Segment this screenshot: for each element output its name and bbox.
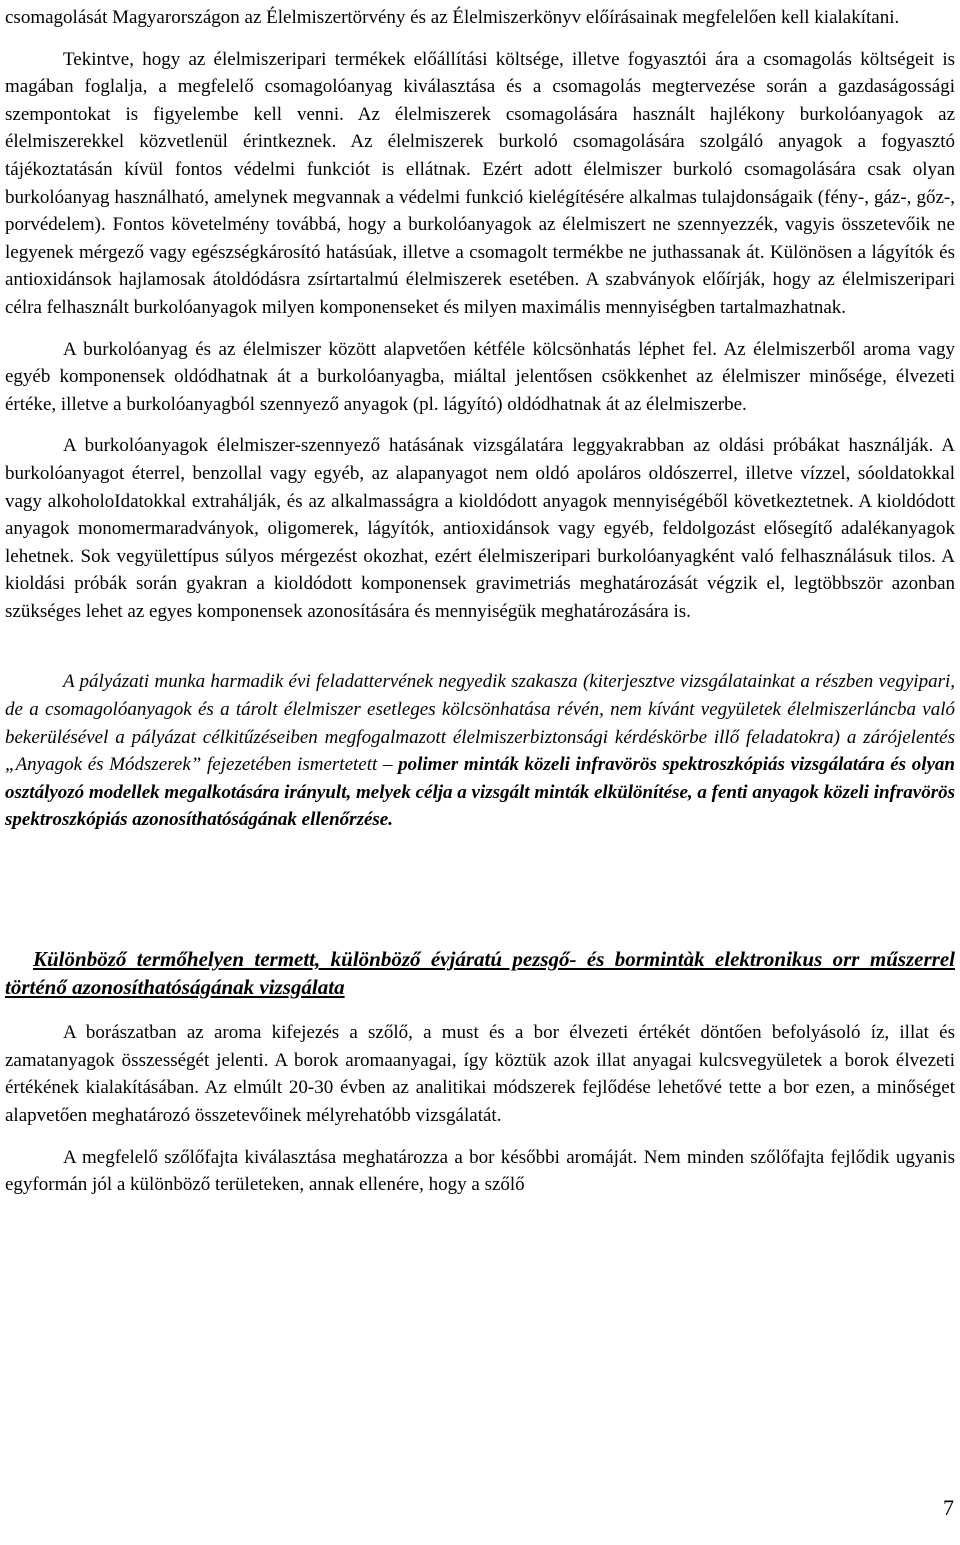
paragraph-interaction: A burkolóanyag és az élelmiszer között alapvetően kétféle kölcsönhatás léphet fel. Az élelmiszerből aroma vagy egyéb komponensek oldódhatnak át a burkolóanyagba, miáltal jelentősen csökkenhet az élelmiszer minősége, élvezeti értéke, illetve a burkolóanyagból szennyező anyagok (pl. lágyító) oldódhatnak át az élelmiszerbe. — [5, 338, 955, 415]
paragraph-packaging-regulation: csomagolását Magyarországon az Élelmiszertörvény és az Élelmiszerkönyv előírásainak megfelelően kell kialakítani. — [5, 7, 900, 28]
paragraph-wine-aroma: A borászatban az aroma kifejezés a szőlő, a must és a bor élvezeti értékét döntően befolyásoló íz, illat és zamatanyagok összességét jelenti. A borok aromaanyagai, így köztük azok illat anyagai kulcsvegyületek a borok élvezeti értékének kialakításában. Az elmúlt 20-30 évben az analitikai módszerek fejlődése lehetővé tette a bor ezen, a minőséget alapvetően meghatározó összetevőinek mélyrehatóbb vizsgálatát. — [5, 1022, 955, 1126]
paragraph-grape-variety: A megfelelő szőlőfajta kiválasztása meghatározza a bor későbbi aromáját. Nem minden szőlőfajta fejlődik ugyanis egyformán jól a különböző területeken, annak ellenére, hogy a szőlő — [5, 1146, 955, 1196]
paragraph-project-task — [5, 668, 955, 834]
project-task-bold-text: polimer minták közeli infravörös spektroszkópiás vizsgálatára és olyan osztályozó modellek megalkotására irányult, melyek célja a vizsgált minták elkülönítése, a fenti anyagok közeli infravörös spektroszkópiás azonosíthatóságának ellenőrzése. — [5, 754, 955, 831]
section-heading: Különböző termőhelyen termett, különböző évjáratú pezsgő- és bormintàk elektronikus orr műszerrel történő azonosíthatóságának vizsgálata — [5, 947, 955, 999]
document-page — [5, 0, 955, 1199]
paragraph-packaging-costs: Tekintve, hogy az élelmiszeripari termékek előállítási költsége, illetve fogyasztói ára a csomagolás költségeit is magában foglalja, a megfelelő csomagolóanyag kiválasztása és a csomagolás megtervezése során a gazdaságossági szempontokat is figyelembe kell venni. Az élelmiszerek csomagolására használt hajlékony burkolóanyagok az élelmiszerekkel közvetlenül érintkeznek. Az élelmiszerek burkoló csomagolására szolgáló anyagok a fogyasztó tájékoztatásán kívül fontos védelmi funkciót is ellátnak. Ezért adott élelmiszer burkoló csomagolására csak olyan burkolóanyag használható, amelynek megvannak a védelmi funkció kielégítésére alkalmas tulajdonságaik (fény-, gáz-, gőz-, porvédelem). Fontos követelmény továbbá, hogy a burkolóanyagok az élelmiszert ne szennyezzék, vagyis összetevőik ne legyenek mérgező vagy egészségkárosító hatásúak, illetve a csomagolt termékbe ne juthassanak át. Különösen a lágyítók és antioxidánsok hajlamosak átoldódásra zsírtartalmú élelmiszerek esetében. A szabványok előírják, hogy az élelmiszeripari célra felhasznált burkolóanyagok milyen komponenseket és milyen maximális mennyiségben tartalmazhatnak. — [5, 48, 955, 318]
project-task-italic-text: A pályázati munka harmadik évi feladattervének negyedik szakasza (kiterjesztve vizsgálatainkat a részben vegyipari, de a csomagolóanyagok és a tárolt élelmiszer esetleges kölcsönhatása révén, nem kívánt vegyületek élelmiszerláncba való bekerülésével a pályázat célkitűzéseiben megfogalmazott élelmiszerbiztonsági kérdéskörbe illő feladatokra) a zárójelentés „Anyagok és Módszerek” fejezetében ismertetett – — [5, 671, 955, 776]
page-number: 7 — [943, 1495, 954, 1520]
paragraph-migration-tests: A burkolóanyagok élelmiszer-szennyező hatásának vizsgálatára leggyakrabban az oldási próbákat használják. A burkolóanyagot éterrel, benzollal vagy egyéb, az alapanyagot nem oldó apoláros oldószerrel, illetve vízzel, sóoldatokkal vagy alkoholoIdatokkal extrahálják, és az alkalmasságra a kioldódott anyagok mennyiségéből következtetnek. A kioldódott anyagok monomermaradványok, oligomerek, lágyítók, antioxidánsok vagy egyéb, feldolgozást elősegítő adalékanyagok lehetnek. Sok vegyülettípus súlyos mérgezést okozhat, ezért élelmiszeripari burkolóanyagként való felhasználásuk tilos. A kioldási próbák során gyakran a kioldódott komponensek gravimetriás meghatározását végzik el, legtöbbször azonban szükséges lehet az egyes komponensek azonosítására és mennyiségük meghatározására is. — [5, 435, 955, 622]
